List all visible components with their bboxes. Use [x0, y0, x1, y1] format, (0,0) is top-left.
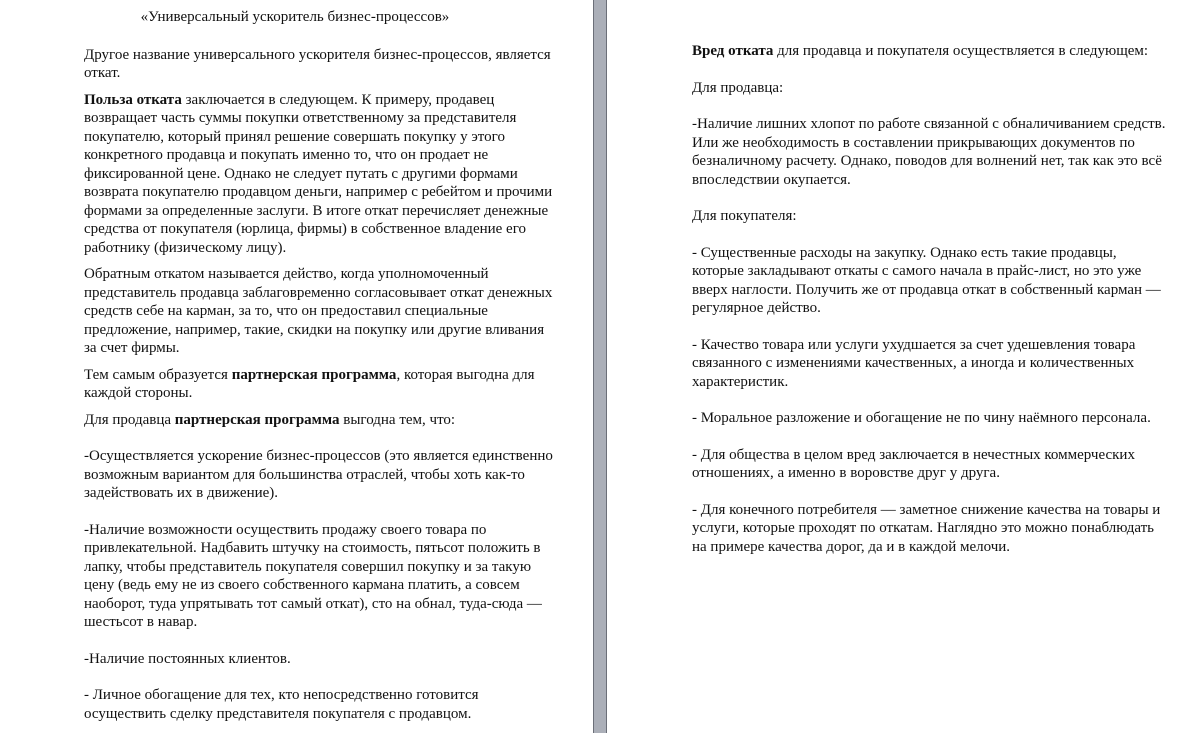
list-item-quality-decline: - Качество товара или услуги ухудшается за счет удешевления товара связанного с изменениями качественных, а иногда и количественных характеристик. [692, 336, 1136, 390]
document-page-left [0, 0, 594, 733]
list-item-purchase-costs: - Существенные расходы на закупку. Однако есть такие продавцы, которые закладывают откаты с самого начала в прайс-лист, но это уже вверх наглости. Получить же от продавца откат в собственный карман — регулярное действо. [692, 244, 1161, 316]
list-item-cashing-hassle: -Наличие лишних хлопот по работе связанной с обналичиванием средств. Или же необходимость в составлении прикрывающих документов по безналичному расчету. Однако, поводов для волнений нет, так как это всё впоследствии окупается. [692, 116, 1166, 188]
list-item-attractive-sale: -Наличие возможности осуществить продажу своего товара по привлекательной. Надбавить штучку на стоимость, пятьсот положить в лапку, чтобы представитель покупателя совершил покупку и за такую цену (ведь ему не из своего собственного кармана платить, а совсем наоборот, туда упрятывать тот самый откат), сто на обнал, туда-сюда — шестьсот в навар. [84, 521, 542, 630]
document-title: «Универсальный ускоритель бизнес-процессов» [140, 9, 450, 25]
list-item-society-harm: - Для общества в целом вред заключается в нечестных коммерческих отношениях, а именно в воровстве друг у друга. [692, 446, 1135, 481]
document-page-right [606, 0, 1203, 733]
list-item-moral-decay: - Моральное разложение и обогащение не по чину наёмного персонала. [692, 410, 1151, 426]
list-item-personal-enrichment: - Личное обогащение для тех, кто непосредственно готовится осуществить сделку представителя покупателя с продавцом. [84, 687, 479, 722]
paragraph-harm: Вред отката для продавца и покупателя осуществляется в следующем: [692, 43, 1149, 59]
paragraph-benefit: Польза отката заключается в следующем. К примеру, продавец возвращает часть суммы покупки ответственному за представителя покупателю, который принял решение совершать покупку у этого конкретного продавца и покупать именно то, что он продает не фиксированной цене. Однако не следует путать с другими формами возврата покупателю продавцом деньги, например с ребейтом и прочими формами за определенные заслуги. В итоге откат перечисляет денежные средства от покупателя (юрлица, фирмы) в собственное владение его работнику (физическому лицу). [84, 91, 553, 256]
page-right-content [692, 42, 1167, 564]
paragraph-reverse-kickback: Обратным откатом называется действо, когда уполномоченный представитель продавца заблаговременно согласовывает откат денежных средств себе на карман, за то, что он предоставил специальные предложение, например, такие, скидки на покупку или другие вливания за счет фирмы. [84, 266, 553, 356]
subheading-for-buyer: Для покупателя: [692, 208, 797, 224]
list-item-acceleration: -Осуществляется ускорение бизнес-процессов (это является единственно возможным вариантом для большинства отраслей, чтобы хоть как-то задействовать их в движение). [84, 448, 553, 501]
list-item-regular-clients: -Наличие постоянных клиентов. [84, 650, 291, 667]
page-left-content [84, 8, 554, 731]
benefit-heading: Польза отката [84, 91, 182, 108]
subheading-for-seller: Для продавца: [692, 79, 784, 96]
harm-heading: Вред отката [692, 43, 774, 59]
paragraph-intro: Другое название универсального ускорителя бизнес-процессов, является откат. [84, 46, 551, 81]
list-item-consumer-harm: - Для конечного потребителя — заметное снижение качества на товары и услуги, которые проходят по откатам. Наглядно это можно понаблюдать на примере качества дорог, да и в каждой мелочи. [692, 501, 1161, 555]
paragraph-partner-program: Тем самым образуется партнерская программа, которая выгодна для каждой стороны. [84, 366, 535, 401]
paragraph-seller-benefit-intro: Для продавца партнерская программа выгодна тем, что: [84, 411, 456, 428]
